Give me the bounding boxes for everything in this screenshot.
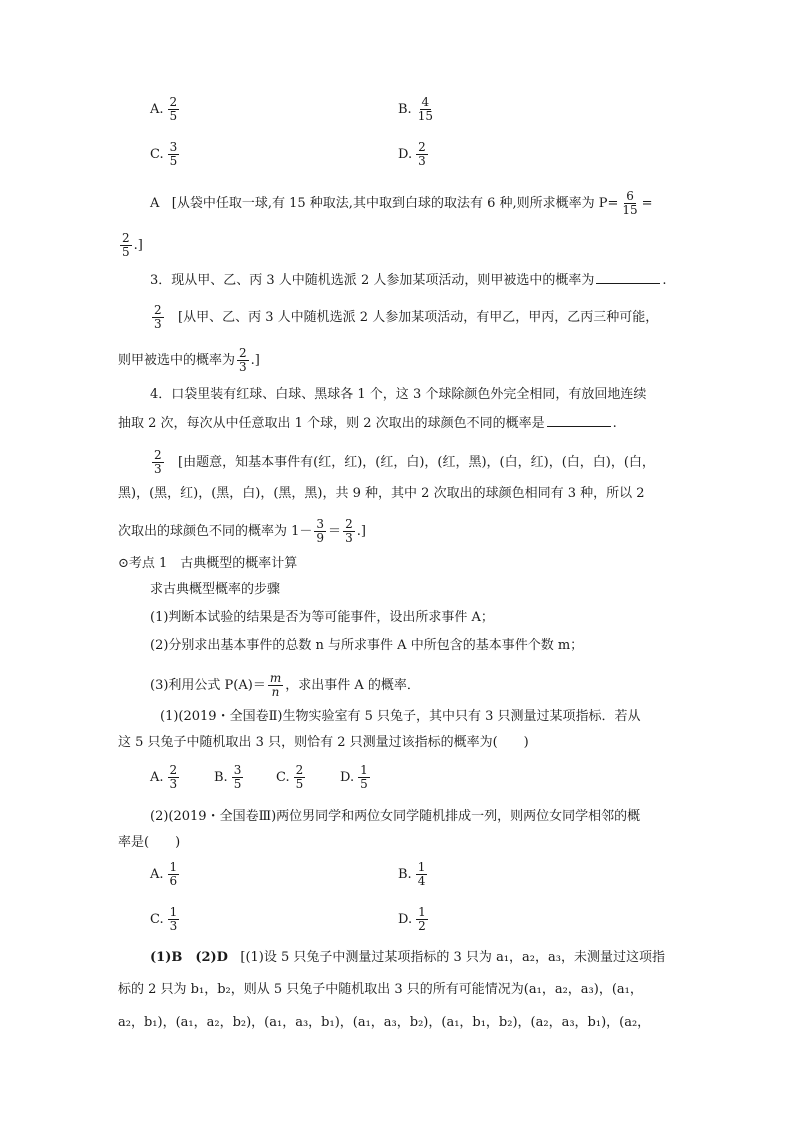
answer-blank	[547, 414, 611, 427]
fraction: $\frac{3}{9}$	[316, 517, 325, 545]
example-stem: (1)(2019・全国卷Ⅱ)生物实验室有 5 只兔子，其中只有 3 只测量过某项指标．若从	[160, 709, 641, 724]
fraction: $\frac{2}{5}$	[295, 763, 304, 791]
option-label: D.	[398, 147, 413, 162]
example-stem: 这 5 只兔子中随机取出 3 只，则恰有 2 只测量过该指标的概率为( )	[118, 735, 529, 750]
fraction: $\frac{3}{5}$	[169, 140, 178, 168]
solution-answers: (1)B (2)D	[150, 950, 228, 965]
fraction: $\frac{4}{15}$	[417, 95, 433, 123]
fraction: $\frac{2}{3}$	[154, 448, 162, 476]
answer-line: $\frac{2}{5}$ .]	[122, 231, 143, 259]
option-label: A.	[150, 102, 164, 117]
fraction: $\frac{2}{3}$	[169, 763, 178, 791]
answer-line: $\frac{2}{3}$ [由题意，知基本事件有(红，红)，(红，白)，(红，黑)，(白，红)，(白，白)，(白，	[154, 448, 655, 476]
answer-line: $\frac{2}{3}$ [从甲、乙、丙 3 人中随机选派 2 人参加某项活动，有甲乙，甲丙，乙丙三种可能，	[154, 303, 659, 331]
fraction: $\frac{1}{2}$	[418, 905, 426, 933]
option-c: C. $\frac{1}{3}$	[150, 905, 178, 933]
question-stem: 抽取 2 次，每次从中任意取出 1 个球，则 2 次取出的球颜色不同的概率是 .	[118, 416, 617, 431]
solution-line: a₂，b₁)，(a₁，a₂，b₂)，(a₁，a₃，b₁)，(a₁，a₃，b₂)，(a₁，b₁，b₂)，(a₂，a₃，b₁)，(a₂，	[118, 1015, 651, 1030]
fraction: $\frac{6}{15}$	[622, 189, 638, 217]
example-stem: (2)(2019・全国卷Ⅲ)两位男同学和两位女同学随机排成一列，则两位女同学相邻的概	[150, 809, 641, 824]
option-c: C. $\frac{2}{5}$	[276, 763, 304, 791]
question-stem: 3．现从甲、乙、丙 3 人中随机选派 2 人参加某项活动，则甲被选中的概率为 .	[150, 273, 667, 288]
fraction: $\frac{1}{3}$	[169, 905, 178, 933]
option-b: B. $\frac{1}{4}$	[398, 860, 426, 888]
fraction: $\frac{2}{3}$	[418, 140, 426, 168]
option-d: D. $\frac{1}{5}$	[340, 763, 368, 791]
fraction: $\frac{2}{5}$	[122, 231, 130, 259]
fraction: $\frac{2}{3}$	[239, 346, 247, 374]
option-c	[150, 141, 181, 168]
fraction: $\frac{1}{6}$	[169, 860, 178, 888]
fraction: $\frac{3}{5}$	[233, 763, 242, 791]
option-b	[398, 96, 437, 123]
step-1: (1)判断本试验的结果是否为等可能事件，设出所求事件 A；	[150, 610, 494, 625]
step-2: (2)分别求出基本事件的总数 n 与所求事件 A 中所包含的基本事件个数 m；	[150, 638, 584, 653]
example-stem: 率是( )	[118, 835, 181, 850]
option-d	[398, 141, 430, 168]
section-subtitle: 求古典概型概率的步骤	[150, 582, 281, 597]
answer-text: [从袋中任取一球,有 15 种取法,其中取到白球的取法有 6 种,则所求概率为 P=	[171, 196, 619, 211]
section-heading: ⊙考点 1 古典概型的概率计算	[118, 556, 298, 571]
fraction: $\frac{1}{4}$	[417, 860, 426, 888]
answer-line: 黑)，(黑，红)，(黑，白)，(黑，黑)，共 9 种，其中 2 次取出的球颜色相同有 3 种，所以 2	[118, 486, 645, 501]
option-label: C.	[150, 147, 164, 162]
answer-line: A [从袋中任取一球,有 15 种取法,其中取到白球的取法有 6 种,则所求概率为 P= $\frac{6}{15}$ =	[150, 189, 653, 217]
fraction: $\frac{2}{5}$	[169, 95, 178, 123]
answer-blank	[596, 271, 660, 284]
solution-line: (1)B (2)D [(1)设 5 只兔子中测量过某项指标的 3 只为 a₁，a₂，a₃，未测量过这项指	[150, 950, 665, 965]
option-a	[150, 96, 181, 123]
fraction: $\frac{2}{3}$	[345, 517, 353, 545]
option-a: A. $\frac{1}{6}$	[150, 860, 178, 888]
fraction: $\frac{m}{n}$	[269, 671, 282, 699]
option-a: A. $\frac{2}{3}$	[150, 763, 178, 791]
answer-letter: A	[150, 196, 160, 211]
option-label: B.	[398, 102, 412, 117]
step-3: (3)利用公式 P(A)＝ $\frac{m}{n}$ ，求出事件 A 的概率．	[150, 671, 420, 699]
answer-line: 次取出的球颜色不同的概率为 1－ $\frac{3}{9}$ ＝ $\frac{2}{3}$ .]	[118, 517, 366, 545]
option-d: D. $\frac{1}{2}$	[398, 905, 426, 933]
fraction: $\frac{1}{5}$	[360, 763, 368, 791]
answer-line: 则甲被选中的概率为 $\frac{2}{3}$ .]	[118, 346, 260, 374]
fraction: $\frac{2}{3}$	[154, 303, 162, 331]
question-stem: 4．口袋里装有红球、白球、黑球各 1 个，这 3 个球除颜色外完全相同，有放回地连续	[150, 387, 647, 402]
option-b: B. $\frac{3}{5}$	[214, 763, 242, 791]
solution-line: 标的 2 只为 b₁，b₂，则从 5 只兔子中随机取出 3 只的所有可能情况为(a₁，a₂，a₃)，(a₁，	[118, 982, 643, 997]
